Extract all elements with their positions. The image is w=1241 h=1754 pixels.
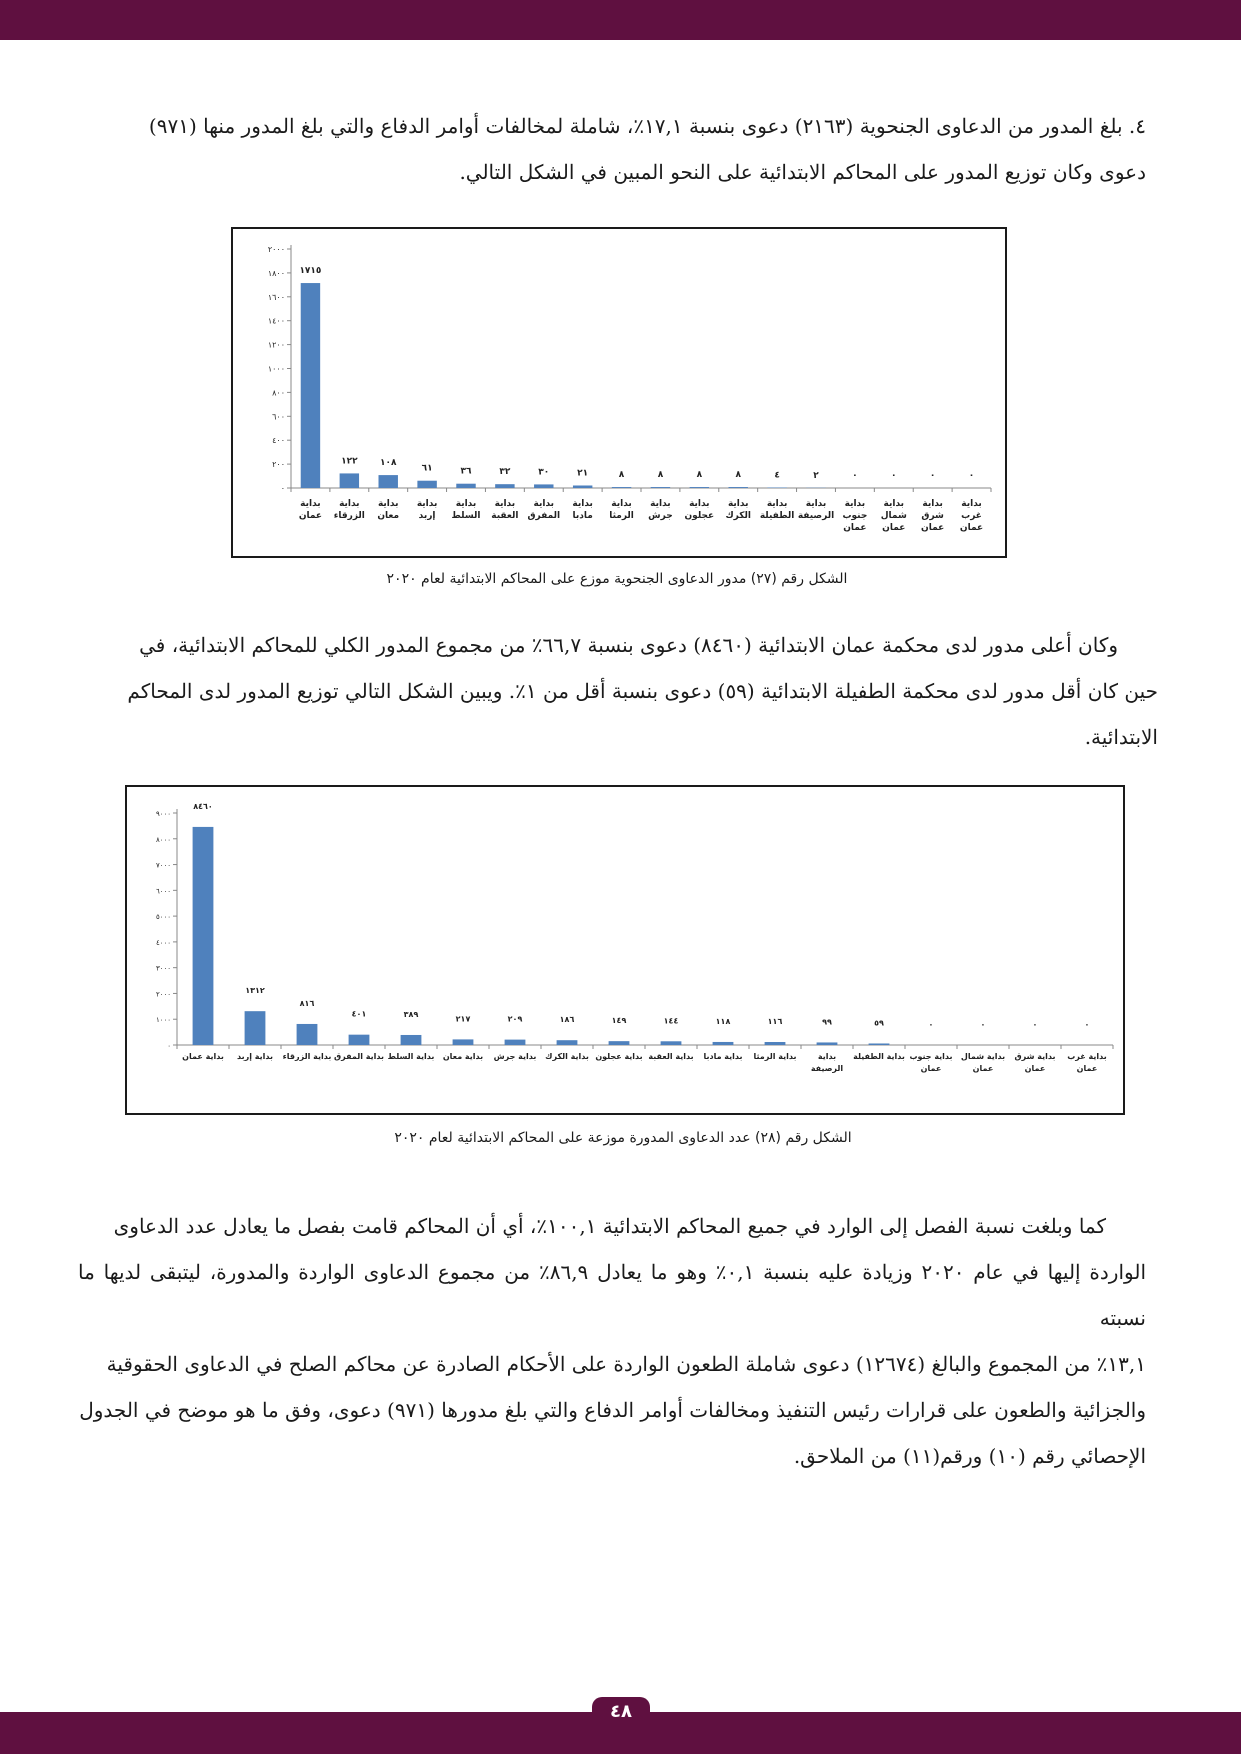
x-tick-label bbox=[648, 1052, 693, 1061]
bar bbox=[869, 1043, 890, 1045]
data-label: ٣٦ bbox=[460, 466, 472, 477]
page-number: ٤٨ bbox=[592, 1697, 650, 1727]
x-tick-label-line: العقبة bbox=[491, 511, 519, 521]
paragraph-misdemeanor-carryover bbox=[78, 103, 1146, 195]
x-tick-label bbox=[754, 1052, 797, 1061]
y-tick-label: ١٢٠٠ bbox=[267, 340, 285, 350]
x-tick-label-line: المفرق bbox=[527, 511, 561, 521]
x-tick-label bbox=[703, 1052, 742, 1061]
data-label: ١٤٩ bbox=[611, 1016, 627, 1026]
bar bbox=[340, 473, 359, 488]
y-tick-label: ٥٠٠٠ bbox=[155, 913, 171, 922]
x-tick-label bbox=[182, 1052, 224, 1061]
data-label: ١٨٦ bbox=[559, 1015, 575, 1025]
paragraph-line: حين كان أقل مدور لدى محكمة الطفيلة الابتدائية (٥٩) دعوى بنسبة أقل من ١٪. ويبين الشكل التالي توزيع المدور لدى المحاكم bbox=[127, 679, 1158, 703]
x-tick-label bbox=[760, 499, 795, 521]
x-tick-label-line: عمان bbox=[1024, 1064, 1046, 1073]
data-label: ١٧١٥ bbox=[299, 266, 322, 277]
figure-caption-27: الشكل رقم (٢٧) مدور الدعاوى الجنحوية موزع على المحاكم الابتدائية لعام ٢٠٢٠ bbox=[386, 571, 848, 587]
x-tick-label bbox=[417, 499, 438, 521]
x-tick-label bbox=[491, 499, 518, 521]
x-tick-label bbox=[443, 1052, 483, 1061]
x-tick-label-line: بداية إربد bbox=[237, 1052, 273, 1061]
paragraph-disposal-ratio bbox=[78, 1203, 1146, 1479]
x-tick-label-line: معان bbox=[377, 511, 400, 521]
x-tick-label-line: الزرقاء bbox=[333, 511, 365, 521]
x-tick-label bbox=[725, 499, 751, 521]
data-label: ٠ bbox=[1084, 1020, 1090, 1029]
x-tick-label-line: بداية العقبة bbox=[648, 1052, 694, 1061]
x-tick-label bbox=[811, 1052, 844, 1073]
data-label: ٨ bbox=[657, 470, 664, 481]
y-tick-label: ٢٠٠٠ bbox=[267, 245, 285, 254]
data-label: ١٢٢ bbox=[341, 456, 358, 467]
x-tick-label-line: بداية bbox=[805, 499, 827, 509]
x-tick-label bbox=[798, 499, 834, 521]
paragraph-line: وكان أعلى مدور لدى محكمة عمان الابتدائية (٨٤٦٠) دعوى بنسبة ٦٦,٧٪ من مجموع المدور الكلي للمحاكم الابتدائية، في bbox=[139, 633, 1118, 657]
data-label: ٨ bbox=[735, 470, 741, 481]
bar bbox=[379, 475, 398, 488]
data-label: ١٠٨ bbox=[379, 458, 397, 469]
x-tick-label-line: بداية bbox=[377, 499, 399, 509]
paragraph-line: دعوى وكان توزيع المدور على المحاكم الابتدائية على النحو المبين في الشكل التالي. bbox=[459, 160, 1146, 184]
data-label: ١١٦ bbox=[767, 1017, 783, 1027]
x-tick-label bbox=[237, 1052, 273, 1061]
data-label: ٦١ bbox=[421, 463, 433, 474]
x-tick-label bbox=[685, 499, 715, 521]
data-label: ٨ bbox=[618, 470, 625, 481]
bar bbox=[609, 1041, 630, 1045]
x-tick-label bbox=[299, 499, 322, 521]
y-tick-label: ١٦٠٠ bbox=[267, 292, 285, 302]
x-tick-label bbox=[595, 1052, 642, 1061]
data-label: ٢١ bbox=[577, 468, 589, 479]
x-tick-label bbox=[334, 1052, 384, 1061]
data-label: ٣٢ bbox=[499, 467, 511, 478]
bar bbox=[661, 1041, 682, 1045]
y-tick-label: ٢٠٠٠ bbox=[155, 990, 171, 999]
x-tick-label-line: عمان bbox=[921, 523, 945, 533]
x-tick-label bbox=[609, 499, 634, 521]
bar bbox=[297, 1024, 318, 1045]
x-tick-label-line: عمان bbox=[882, 523, 906, 533]
y-tick-label: ٧٠٠٠ bbox=[155, 861, 171, 870]
x-tick-label bbox=[283, 1052, 332, 1061]
bar bbox=[651, 487, 670, 488]
x-tick-label-line: بداية bbox=[817, 1052, 837, 1061]
x-tick-label-line: عمان bbox=[959, 523, 984, 533]
data-label: ٠ bbox=[928, 1020, 934, 1029]
x-tick-label-line: عمان bbox=[972, 1064, 994, 1073]
x-tick-label-line: بداية غرب bbox=[1067, 1052, 1107, 1061]
x-tick-label bbox=[388, 1052, 435, 1061]
x-tick-label-line: بداية السلط bbox=[387, 1052, 435, 1061]
x-tick-label-line: عمان bbox=[298, 511, 323, 521]
data-label: ٠ bbox=[929, 471, 936, 481]
x-tick-label bbox=[572, 499, 593, 521]
x-tick-label bbox=[961, 1052, 1005, 1073]
x-tick-label bbox=[853, 1052, 905, 1061]
y-tick-label: ٠ bbox=[167, 1042, 171, 1050]
chart-misdemeanor-carryover bbox=[231, 227, 1007, 558]
bar bbox=[573, 485, 592, 488]
x-tick-label-line: بداية مادبا bbox=[703, 1052, 743, 1061]
bar bbox=[495, 484, 514, 488]
y-tick-label: ٩٠٠٠ bbox=[155, 810, 171, 818]
x-tick-label-line: بداية bbox=[300, 499, 321, 509]
y-tick-label: ٨٠٠ bbox=[272, 388, 285, 398]
bar bbox=[713, 1042, 734, 1045]
x-tick-label-line: الطفيلة bbox=[759, 511, 795, 521]
x-tick-label-line: بداية معان bbox=[442, 1052, 484, 1061]
x-tick-label bbox=[960, 499, 983, 533]
x-tick-label-line: الرصيفة bbox=[797, 511, 835, 521]
x-tick-label bbox=[921, 499, 944, 533]
bar-chart-1 bbox=[233, 229, 1005, 556]
y-tick-label: ٤٠٠٠ bbox=[155, 938, 171, 947]
x-tick-label-line: جرش bbox=[648, 511, 673, 521]
data-label: ٠ bbox=[891, 471, 897, 481]
x-tick-label-line: مادبا bbox=[572, 511, 593, 521]
x-tick-label-line: بداية bbox=[766, 499, 788, 509]
data-label: ٠ bbox=[852, 471, 858, 481]
x-tick-label bbox=[452, 499, 481, 521]
x-tick-label-line: بداية bbox=[611, 499, 632, 509]
x-tick-label-line: بداية bbox=[572, 499, 593, 509]
bar bbox=[557, 1040, 578, 1045]
x-tick-label bbox=[881, 499, 907, 533]
x-tick-label-line: بداية شمال bbox=[960, 1052, 1006, 1061]
data-label: ٢٠٩ bbox=[507, 1014, 523, 1024]
x-tick-label bbox=[334, 499, 365, 521]
x-tick-label bbox=[909, 1052, 952, 1073]
y-tick-label: ١٠٠٠ bbox=[155, 1016, 171, 1025]
x-tick-label-line: السلط bbox=[451, 511, 481, 521]
x-tick-label-line: بداية bbox=[883, 499, 905, 509]
data-label: ١١٨ bbox=[715, 1016, 731, 1026]
x-tick-label-line: إربد bbox=[418, 511, 436, 521]
paragraph-line: الواردة إليها في عام ٢٠٢٠ وزيادة عليه بنسبة ٠,١٪ وهو ما يعادل ٨٦,٩٪ من مجموع الدعاوى الواردة والمدورة، ليتبقى لديها ما نسبته bbox=[78, 1260, 1147, 1330]
x-tick-label-line: بداية bbox=[533, 499, 555, 509]
bar bbox=[417, 481, 436, 488]
data-label: ٢١٧ bbox=[455, 1014, 471, 1024]
x-tick-label bbox=[1067, 1052, 1107, 1073]
bar bbox=[453, 1039, 474, 1045]
y-tick-label: ٦٠٠ bbox=[272, 412, 285, 422]
x-tick-label-line: الكرك bbox=[725, 511, 751, 521]
x-tick-label bbox=[1014, 1052, 1055, 1073]
x-tick-label-line: بداية bbox=[727, 499, 749, 509]
x-tick-label-line: غرب bbox=[961, 511, 982, 521]
y-tick-label: ٢٠٠ bbox=[272, 460, 285, 470]
x-tick-label-line: بداية bbox=[455, 499, 477, 509]
x-tick-label-line: عمان bbox=[843, 523, 867, 533]
data-label: ٨٤٦٠ bbox=[193, 801, 213, 811]
x-tick-label-line: بداية الطفيلة bbox=[853, 1052, 905, 1061]
data-label: ٣٠ bbox=[538, 467, 550, 478]
bar bbox=[245, 1011, 266, 1045]
y-tick-label: ٤٠٠ bbox=[272, 436, 285, 446]
x-tick-label-line: بداية عجلون bbox=[595, 1052, 643, 1061]
x-tick-label bbox=[842, 499, 867, 533]
paragraph-line: ٤. بلغ المدور من الدعاوى الجنحوية (٢١٦٣) دعوى بنسبة ١٧,١٪، شاملة لمخالفات أوامر الدفاع والتي بلغ المدور منها (٩٧١) bbox=[148, 114, 1146, 138]
bar bbox=[456, 484, 475, 488]
paragraph-line: ١٣,١٪ من المجموع والبالغ (١٢٦٧٤) دعوى شاملة الطعون الواردة على الأحكام الصادرة عن محاكم الصلح في الدعاوى الحقوقية bbox=[106, 1352, 1146, 1376]
x-tick-label bbox=[494, 1052, 537, 1062]
data-label: ٤٠١ bbox=[351, 1009, 367, 1019]
x-tick-label-line: بداية الرمثا bbox=[753, 1052, 797, 1061]
bar bbox=[301, 283, 320, 488]
data-label: ٨١٦ bbox=[299, 998, 315, 1008]
bar bbox=[505, 1040, 526, 1045]
x-tick-label-line: بداية المفرق bbox=[333, 1052, 385, 1061]
x-tick-label-line: جنوب bbox=[842, 511, 868, 521]
x-tick-label-line: بداية bbox=[689, 499, 710, 509]
data-label: ٥٩ bbox=[874, 1018, 884, 1028]
paragraph-line: الإحصائي رقم (١٠) ورقم(١١) من الملاحق. bbox=[793, 1444, 1146, 1468]
data-label: ٠ bbox=[980, 1020, 986, 1029]
x-tick-label-line: بداية bbox=[416, 499, 438, 509]
x-tick-label-line: بداية bbox=[650, 499, 671, 509]
data-label: ٠ bbox=[1032, 1020, 1038, 1029]
x-tick-label-line: بداية bbox=[961, 499, 982, 509]
x-tick-label-line: بداية شرق bbox=[1014, 1052, 1056, 1061]
chart-total-carryover bbox=[125, 785, 1125, 1115]
data-label: ٤ bbox=[774, 470, 780, 481]
data-label: ٨ bbox=[696, 470, 703, 481]
x-tick-label-line: الرمثا bbox=[609, 511, 634, 521]
x-tick-label-line: عجلون bbox=[684, 511, 715, 521]
x-tick-label-line: بداية bbox=[922, 499, 943, 509]
x-tick-label-line: بداية bbox=[844, 499, 866, 509]
paragraph-line: والجزائية والطعون على قرارات رئيس التنفيذ ومخالفات أوامر الدفاع والتي بلغ مدورها (٩٧١) دعوى، وفق ما هو موضح في الجدول bbox=[79, 1398, 1146, 1422]
data-label: ١٤٤ bbox=[663, 1016, 679, 1026]
data-label: ٩٩ bbox=[822, 1017, 832, 1027]
data-label: ١٣١٢ bbox=[245, 986, 265, 996]
x-tick-label bbox=[377, 499, 399, 521]
data-label: ٢ bbox=[813, 470, 819, 481]
data-label: ٠ bbox=[968, 471, 975, 481]
x-tick-label-line: شرق bbox=[921, 511, 944, 521]
x-tick-label-line: عمان bbox=[1076, 1064, 1098, 1073]
y-tick-label: ١٤٠٠ bbox=[267, 316, 285, 326]
x-tick-label-line: بداية bbox=[339, 499, 360, 509]
x-tick-label-line: بداية عمان bbox=[182, 1052, 224, 1061]
paragraph-line: الابتدائية. bbox=[1084, 725, 1158, 749]
x-tick-label-line: شمال bbox=[880, 511, 907, 521]
paragraph-highest-lowest-carryover bbox=[92, 622, 1158, 760]
y-tick-label: ٠ bbox=[280, 484, 285, 493]
y-tick-label: ١٨٠٠ bbox=[267, 268, 285, 278]
y-tick-label: ١٠٠٠ bbox=[267, 364, 285, 374]
x-tick-label-line: عمان bbox=[920, 1064, 942, 1073]
x-tick-label-line: بداية جنوب bbox=[909, 1052, 953, 1061]
bar bbox=[193, 827, 214, 1045]
x-tick-label-line: بداية bbox=[494, 499, 516, 509]
x-tick-label bbox=[648, 499, 673, 521]
bar bbox=[534, 484, 553, 488]
x-tick-label-line: بداية جرش bbox=[493, 1052, 537, 1061]
bar bbox=[612, 487, 631, 488]
bar-chart-2 bbox=[127, 787, 1123, 1113]
x-tick-label-line: بداية الزرقاء bbox=[282, 1052, 332, 1061]
x-tick-label bbox=[545, 1052, 589, 1061]
header-band bbox=[0, 0, 1241, 40]
bar bbox=[401, 1035, 422, 1045]
y-tick-label: ٨٠٠٠ bbox=[155, 835, 171, 844]
paragraph-line: كما وبلغت نسبة الفصل إلى الوارد في جميع المحاكم الابتدائية ١٠٠,١٪، أي أن المحاكم قامت بفصل ما يعادل عدد الدعاوى bbox=[113, 1214, 1106, 1238]
bar bbox=[817, 1042, 838, 1045]
bar bbox=[690, 487, 709, 488]
bar bbox=[349, 1035, 370, 1045]
x-tick-label bbox=[527, 499, 560, 521]
x-tick-label-line: الرصيفة bbox=[810, 1064, 844, 1073]
data-label: ٣٨٩ bbox=[403, 1009, 419, 1019]
bar bbox=[765, 1042, 786, 1045]
bar bbox=[729, 487, 748, 488]
y-tick-label: ٣٠٠٠ bbox=[155, 964, 171, 973]
y-tick-label: ٦٠٠٠ bbox=[155, 887, 171, 896]
figure-caption-28: الشكل رقم (٢٨) عدد الدعاوى المدورة موزعة على المحاكم الابتدائية لعام ٢٠٢٠ bbox=[394, 1130, 852, 1146]
x-tick-label-line: بداية الكرك bbox=[545, 1052, 589, 1061]
